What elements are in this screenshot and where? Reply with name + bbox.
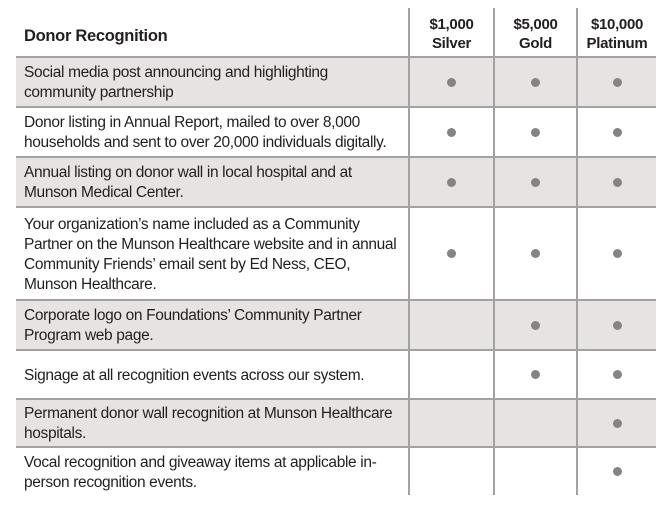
platinum-cell — [576, 208, 656, 299]
tier-name: Platinum — [586, 35, 648, 52]
gold-cell — [493, 158, 576, 206]
benefit-text: Your organization’s name included as a Community Partner on the Munson Healthcare website and in annual Community Friends’ email sent by Ed Ness, CEO, Munson Healthcare. — [24, 215, 397, 293]
table-row — [16, 208, 656, 301]
silver-cell — [408, 208, 493, 299]
table-row — [16, 448, 656, 495]
benefit-text: Permanent donor wall recognition at Munson Healthcare hospitals. — [24, 405, 393, 442]
included-dot-icon — [613, 78, 622, 87]
gold-cell — [493, 400, 576, 446]
silver-cell — [408, 351, 493, 398]
platinum-cell — [576, 108, 656, 156]
tier-amount: $1,000 — [429, 16, 474, 33]
benefit-text: Annual listing on donor wall in local hospital and at Munson Medical Center. — [24, 164, 352, 201]
table-header-row — [16, 8, 656, 58]
benefit-text: Social media post announcing and highlighting community partnership — [24, 64, 328, 101]
silver-cell — [408, 158, 493, 206]
silver-cell — [408, 301, 493, 349]
table-row — [16, 158, 656, 208]
table-title: Donor Recognition — [24, 26, 168, 45]
platinum-cell — [576, 351, 656, 398]
included-dot-icon — [531, 321, 540, 330]
included-dot-icon — [531, 78, 540, 87]
benefit-text: Signage at all recognition events across our system. — [24, 366, 365, 384]
table-row — [16, 351, 656, 400]
platinum-cell — [576, 448, 656, 495]
included-dot-icon — [613, 178, 622, 187]
included-dot-icon — [447, 128, 456, 137]
included-dot-icon — [531, 370, 540, 379]
benefit-text: Donor listing in Annual Report, mailed to over 8,000 households and sent to over 20,000 individuals digitally. — [24, 114, 387, 151]
tier-name: Silver — [431, 35, 472, 52]
included-dot-icon — [531, 249, 540, 258]
platinum-cell — [576, 301, 656, 349]
gold-cell — [493, 58, 576, 106]
silver-cell — [408, 448, 493, 495]
benefit-text: Vocal recognition and giveaway items at applicable in-person recognition events. — [24, 453, 377, 491]
included-dot-icon — [531, 178, 540, 187]
included-dot-icon — [613, 370, 622, 379]
tier-header-gold — [493, 8, 576, 56]
tier-header-silver — [408, 8, 493, 56]
tier-amount: $5,000 — [513, 16, 558, 33]
platinum-cell — [576, 400, 656, 446]
table-row — [16, 301, 656, 351]
gold-cell — [493, 208, 576, 299]
included-dot-icon — [613, 419, 622, 428]
gold-cell — [493, 301, 576, 349]
silver-cell — [408, 400, 493, 446]
included-dot-icon — [613, 249, 622, 258]
included-dot-icon — [531, 128, 540, 137]
silver-cell — [408, 108, 493, 156]
gold-cell — [493, 351, 576, 398]
included-dot-icon — [613, 321, 622, 330]
gold-cell — [493, 108, 576, 156]
gold-cell — [493, 448, 576, 495]
tier-amount: $10,000 — [590, 16, 644, 33]
platinum-cell — [576, 58, 656, 106]
included-dot-icon — [613, 467, 622, 476]
included-dot-icon — [447, 78, 456, 87]
included-dot-icon — [447, 178, 456, 187]
platinum-cell — [576, 158, 656, 206]
table-row — [16, 58, 656, 108]
included-dot-icon — [447, 249, 456, 258]
included-dot-icon — [613, 128, 622, 137]
benefit-text: Corporate logo on Foundations’ Community Partner Program web page. — [24, 307, 362, 344]
table-row — [16, 108, 656, 158]
donor-recognition-table — [16, 8, 656, 495]
table-row — [16, 400, 656, 448]
silver-cell — [408, 58, 493, 106]
tier-name: Gold — [519, 35, 552, 52]
tier-header-platinum — [576, 8, 656, 56]
